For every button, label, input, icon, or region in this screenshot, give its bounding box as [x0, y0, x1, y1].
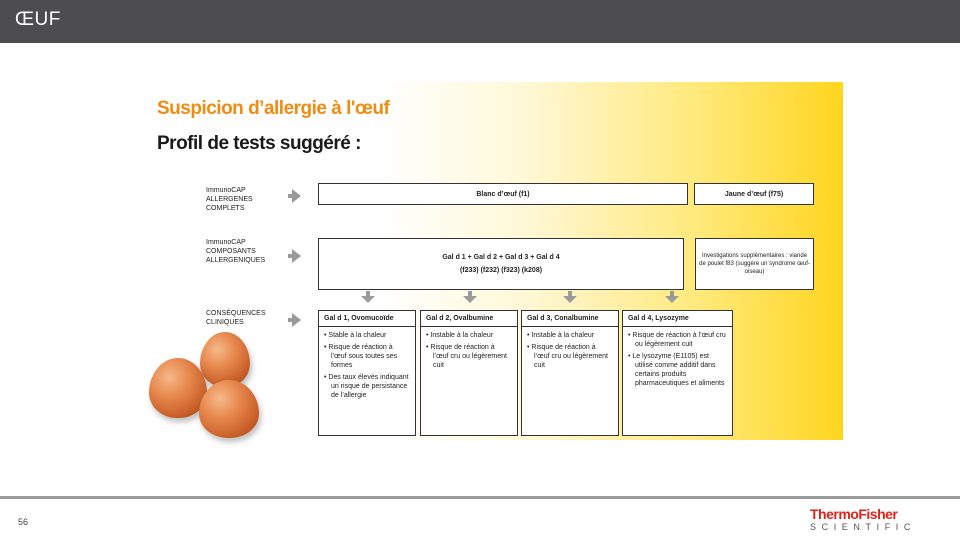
- card-item: • Instable à la chaleur: [527, 331, 613, 340]
- arrow-right-icon: [292, 189, 301, 203]
- footer-divider: [0, 496, 960, 499]
- arrow-right-icon: [292, 249, 301, 263]
- card-item: • Le lysozyme (E1105) est utilisé comme additif dans certains produits pharmaceutiques et aliments: [628, 352, 727, 388]
- egg-right: [199, 380, 259, 438]
- egg-white-box: Blanc d’œuf (f1): [318, 183, 688, 205]
- thermofisher-logo: [810, 507, 940, 531]
- card-item: • Risque de réaction à l’œuf cru ou légèrement cuit: [628, 331, 727, 349]
- row-label-allergens: ImmunoCAP ALLERGENES COMPLETS: [206, 187, 253, 212]
- components-line-2: (f233) (f232) (f323) (k208): [459, 267, 543, 274]
- panel-subheading: Profil de tests suggéré :: [157, 133, 361, 154]
- card-item: • Stable à la chaleur: [324, 331, 410, 340]
- components-line-1: Gal d 1 + Gal d 2 + Gal d 3 + Gal d 4: [442, 254, 560, 261]
- arrow-down-icon: [665, 296, 679, 303]
- row-label-consequences: CONSÉQUENCES CLINIQUES: [206, 310, 266, 326]
- card-item: • Des taux élevés indiquant un risque de persistance de l’allergie: [324, 373, 410, 400]
- row-label-components: ImmunoCAP COMPOSANTS ALLERGENIQUES: [206, 239, 266, 264]
- card-title: Gal d 4, Lysozyme: [623, 314, 732, 327]
- extra-investigations-box: Investigations supplémentaires : viande de poulet f83 (suggère un syndrome œuf-oiseau): [695, 238, 814, 290]
- card-list: [324, 331, 410, 400]
- card-item: • Risque de réaction à l’œuf sous toutes ses formes: [324, 343, 410, 370]
- card-item: • Risque de réaction à l’œuf cru ou légèrement cuit: [426, 343, 512, 370]
- arrow-down-icon: [463, 296, 477, 303]
- card-title: Gal d 3, Conalbumine: [522, 314, 618, 327]
- components-box: [318, 238, 684, 290]
- card-list: [527, 331, 613, 370]
- card-title: Gal d 2, Ovalbumine: [421, 314, 517, 327]
- panel-heading: Suspicion d’allergie à l'œuf: [157, 98, 390, 119]
- arrow-down-icon: [563, 296, 577, 303]
- card-gal-d-4: [622, 310, 733, 436]
- card-list: [426, 331, 512, 370]
- slide-title: ŒUF: [15, 9, 61, 30]
- card-gal-d-3: [521, 310, 619, 436]
- card-gal-d-2: [420, 310, 518, 436]
- card-gal-d-1: [318, 310, 416, 436]
- slide-header: [0, 0, 960, 43]
- card-item: • Instable à la chaleur: [426, 331, 512, 340]
- arrow-right-icon: [292, 313, 301, 327]
- card-item: • Risque de réaction à l’œuf cru ou légèrement cuit: [527, 343, 613, 370]
- logo-tagline: SCIENTIFIC: [810, 522, 917, 532]
- logo-wordmark: ThermoFisher: [810, 506, 898, 522]
- card-title: Gal d 1, Ovomucoïde: [319, 314, 415, 327]
- card-list: [628, 331, 727, 388]
- arrow-down-icon: [361, 296, 375, 303]
- egg-top: [200, 332, 250, 387]
- egg-yolk-box: Jaune d’œuf (f75): [694, 183, 814, 205]
- page-number: 56: [18, 517, 29, 527]
